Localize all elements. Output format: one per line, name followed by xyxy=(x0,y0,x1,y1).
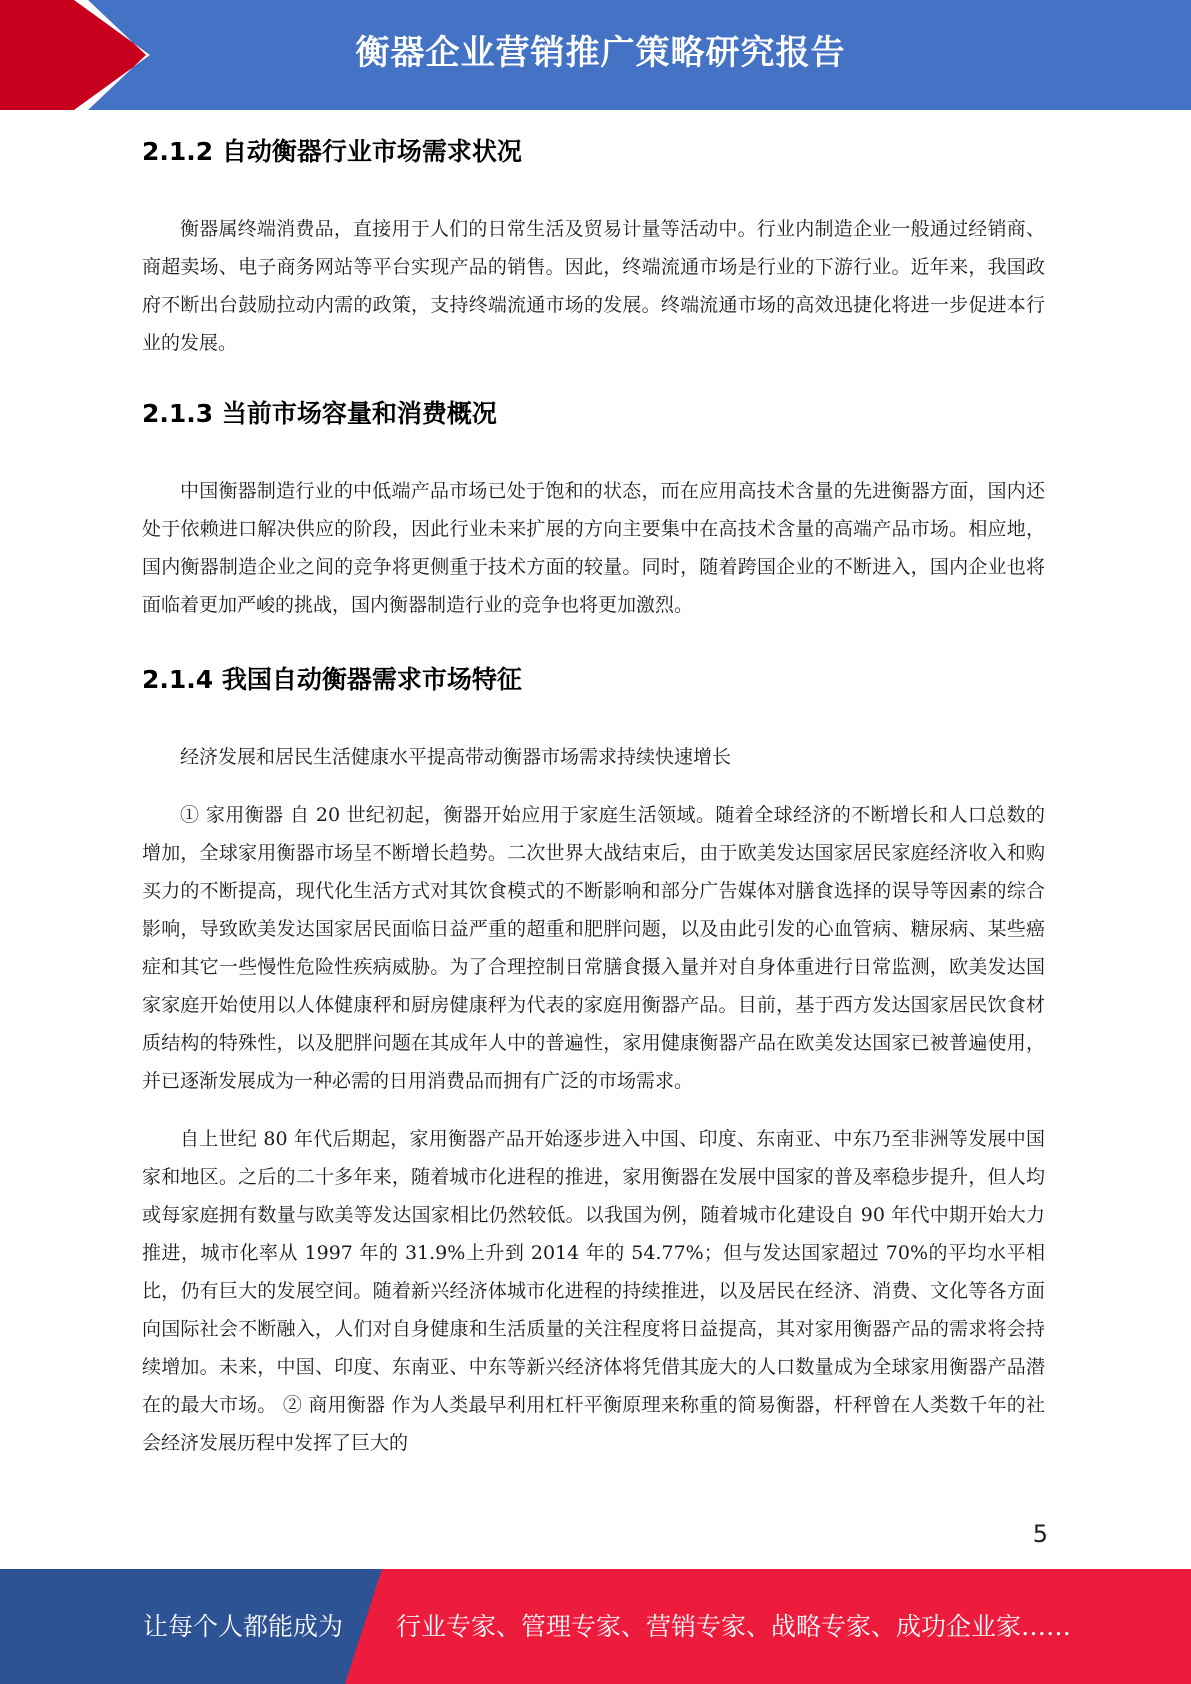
paragraph: 经济发展和居民生活健康水平提高带动衡器市场需求持续快速增长 xyxy=(180,746,732,768)
page-footer xyxy=(0,1569,1191,1684)
paragraph: 中国衡器制造行业的中低端产品市场已处于饱和的状态，而在应用高技术含量的先进衡器方面，国内还处于依赖进口解决供应的阶段，因此行业未来扩展的方向主要集中在高技术含量的高端产品市场。相应地，国内衡器制造企业之间的竞争将更侧重于技术方面的较量。同时，随着跨国企业的不断进入，国内企业也将面临着更加严峻的挑战，国内衡器制造行业的竞争也将更加激烈。 xyxy=(142,480,1045,616)
section-heading-2-1-2: 2.1.2 自动衡器行业市场需求状况 xyxy=(142,137,522,166)
chevron-arrow-icon xyxy=(0,0,200,110)
section-heading-2-1-3: 2.1.3 当前市场容量和消费概况 xyxy=(142,399,497,428)
page-header xyxy=(0,0,1191,110)
footer-slogan-right: 行业专家、管理专家、营销专家、战略专家、成功企业家…… xyxy=(396,1612,1072,1641)
footer-slogan-left: 让每个人都能成为 xyxy=(143,1612,344,1641)
page-number: 5 xyxy=(1032,1520,1048,1548)
section-heading-2-1-4: 2.1.4 我国自动衡器需求市场特征 xyxy=(142,665,522,694)
report-title: 衡器企业营销推广策略研究报告 xyxy=(355,33,846,73)
paragraph: 衡器属终端消费品，直接用于人们的日常生活及贸易计量等活动中。行业内制造企业一般通过经销商、商超卖场、电子商务网站等平台实现产品的销售。因此，终端流通市场是行业的下游行业。近年来，我国政府不断出台鼓励拉动内需的政策，支持终端流通市场的发展。终端流通市场的高效迅捷化将进一步促进本行业的发展。 xyxy=(142,218,1045,354)
paragraph: 自上世纪 80 年代后期起，家用衡器产品开始逐步进入中国、印度、东南亚、中东乃至非洲等发展中国家和地区。之后的二十多年来，随着城市化进程的推进，家用衡器在发展中国家的普及率稳步提升，但人均或每家庭拥有数量与欧美等发达国家相比仍然较低。以我国为例，随着城市化建设自 90 年代中期开始大力推进，城市化率从 1997 年的 31.9%上升到 2014 年的 54.77%；但与发达国家超过 70%的平均水平相比，仍有巨大的发展空间。随着新兴经济体城市化进程的持续推进，以及居民在经济、消费、文化等各方面向国际社会不断融入，人们对自身健康和生活质量的关注程度将日益提高，其对家用衡器产品的需求将会持续增加。未来，中国、印度、东南亚、中东等新兴经济体将凭借其庞大的人口数量成为全球家用衡器产品潜在的最大市场。 ② 商用衡器 作为人类最早利用杠杆平衡原理来称重的简易衡器，杆秤曾在人类数千年的社会经济发展历程中发挥了巨大的 xyxy=(142,1128,1045,1454)
paragraph: ① 家用衡器 自 20 世纪初起，衡器开始应用于家庭生活领域。随着全球经济的不断增长和人口总数的增加，全球家用衡器市场呈不断增长趋势。二次世界大战结束后，由于欧美发达国家居民家庭经济收入和购买力的不断提高，现代化生活方式对其饮食模式的不断影响和部分广告媒体对膳食选择的误导等因素的综合影响，导致欧美发达国家居民面临日益严重的超重和肥胖问题，以及由此引发的心血管病、糖尿病、某些癌症和其它一些慢性危险性疾病威胁。为了合理控制日常膳食摄入量并对自身体重进行日常监测，欧美发达国家家庭开始使用以人体健康秤和厨房健康秤为代表的家庭用衡器产品。目前，基于西方发达国家居民饮食材质结构的特殊性，以及肥胖问题在其成年人中的普遍性，家用健康衡器产品在欧美发达国家已被普遍使用，并已逐渐发展成为一种必需的日用消费品而拥有广泛的市场需求。 xyxy=(142,804,1045,1092)
document-body xyxy=(142,110,1045,1462)
